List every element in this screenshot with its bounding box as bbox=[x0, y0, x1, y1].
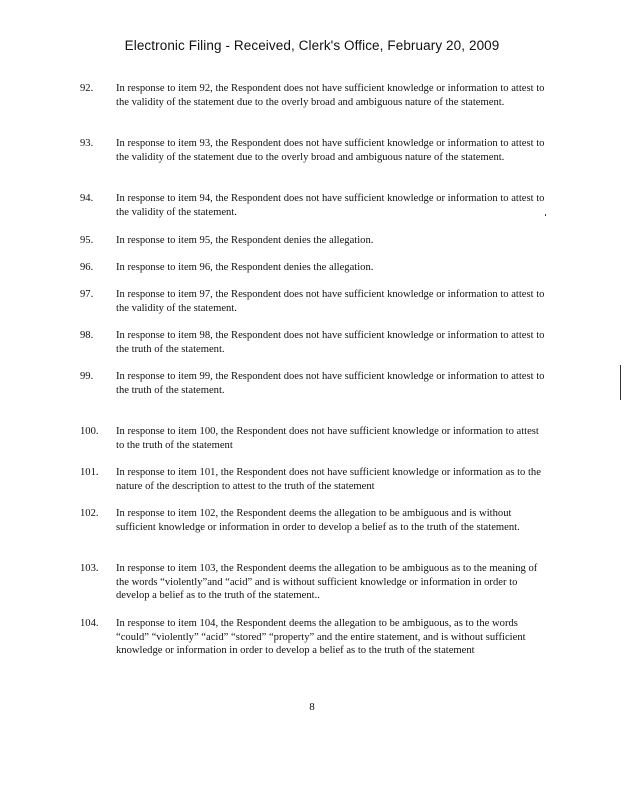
item-text: In response to item 93, the Respondent does not have sufficient knowledge or information to attest to the validity of the statement due to the overly broad and ambiguous nature of the statement. bbox=[116, 138, 545, 163]
item-number: 92. bbox=[80, 83, 94, 94]
item-number: 95. bbox=[80, 235, 94, 246]
item-text: In response to item 98, the Respondent does not have sufficient knowledge or information to attest to the truth of the statement. bbox=[116, 330, 545, 355]
page-number: 8 bbox=[309, 701, 315, 713]
item-number: 96. bbox=[80, 262, 94, 273]
item-number: 100. bbox=[80, 426, 99, 437]
item-text: In response to item 92, the Respondent does not have sufficient knowledge or information to attest to the validity of the statement due to the overly broad and ambiguous nature of the statement. bbox=[116, 83, 545, 108]
item-text: In response to item 100, the Respondent does not have sufficient knowledge or information to attest to the truth of the statement bbox=[116, 426, 539, 451]
item-text: In response to item 99, the Respondent does not have sufficient knowledge or information to attest to the truth of the statement. bbox=[116, 371, 545, 396]
item-text: In response to item 97, the Respondent does not have sufficient knowledge or information to attest to the validity of the statement. bbox=[116, 289, 545, 314]
item-text: In response to item 104, the Respondent deems the allegation to be ambiguous, as to the words “could” “violently” “acid” “stored” “property” and the entire statement, and is without sufficient knowledge or information in order to develop a belief as to the truth of the statement bbox=[116, 618, 526, 657]
item-number: 102. bbox=[80, 508, 99, 519]
item-text: In response to item 96, the Respondent denies the allegation. bbox=[116, 262, 374, 273]
scan-artifact-edge-line bbox=[620, 365, 621, 400]
item-text: In response to item 102, the Respondent deems the allegation to be ambiguous and is without sufficient knowledge or information in order to develop a belief as to the truth of the statement. bbox=[116, 508, 520, 533]
filing-stamp-header: Electronic Filing - Received, Clerk's Office, February 20, 2009 bbox=[124, 38, 500, 53]
item-text: In response to item 95, the Respondent denies the allegation. bbox=[116, 235, 374, 246]
item-number: 93. bbox=[80, 138, 94, 149]
item-number: 99. bbox=[80, 371, 94, 382]
item-text: In response to item 101, the Respondent does not have sufficient knowledge or information as to the nature of the description to attest to the truth of the statement bbox=[116, 467, 541, 492]
item-number: 94. bbox=[80, 193, 94, 204]
item-text: In response to item 103, the Respondent deems the allegation to be ambiguous as to the meaning of the words “violently”and “acid” and is without sufficient knowledge or information in order to develop a belief as to the truth of the statement.. bbox=[116, 563, 538, 602]
item-number: 104. bbox=[80, 618, 99, 629]
item-text: In response to item 94, the Respondent does not have sufficient knowledge or information to attest to the validity of the statement. bbox=[116, 193, 545, 218]
item-number: 101. bbox=[80, 467, 99, 478]
item-number: 103. bbox=[80, 563, 99, 574]
scan-artifact-mark bbox=[545, 214, 546, 216]
item-number: 97. bbox=[80, 289, 94, 300]
item-number: 98. bbox=[80, 330, 94, 341]
